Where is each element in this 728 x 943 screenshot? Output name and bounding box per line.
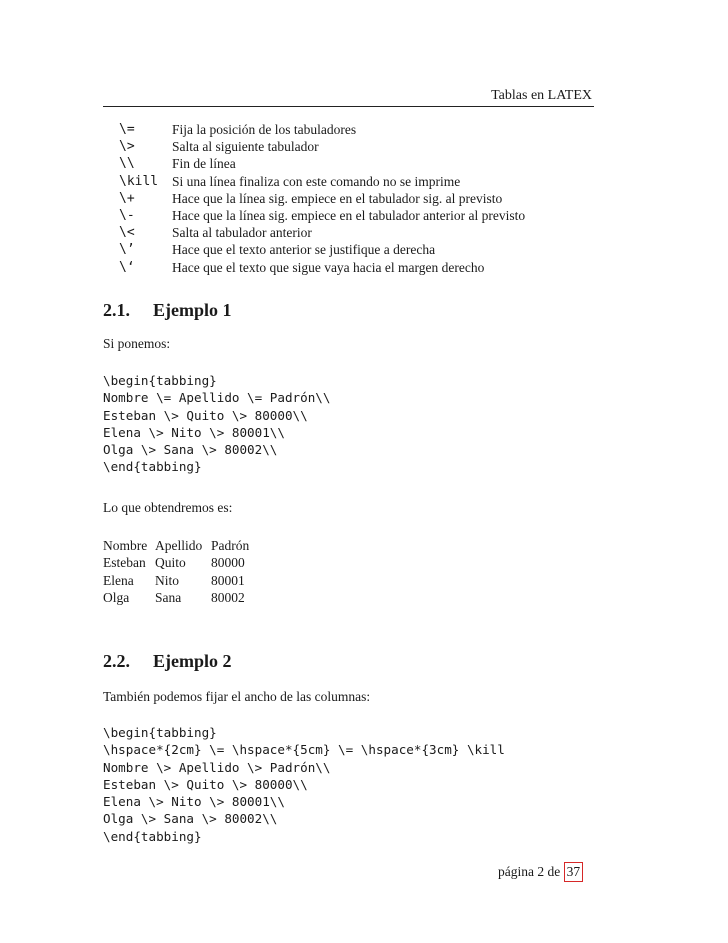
- command-code: \+: [119, 190, 135, 206]
- code-block-1: [103, 372, 330, 476]
- total-pages-link[interactable]: 37: [564, 862, 584, 882]
- page-footer: [498, 862, 583, 882]
- command-row: [119, 173, 525, 190]
- result-row: [103, 572, 249, 589]
- result-cell: Sana: [155, 589, 182, 605]
- section-heading-2: [103, 651, 232, 672]
- code-line: Elena \> Nito \> 80001\\: [103, 794, 285, 810]
- result-cell: 80001: [211, 572, 245, 588]
- command-code: \=: [119, 122, 135, 137]
- result-cell: Nito: [155, 572, 180, 588]
- code-line: \end{tabbing}: [103, 459, 202, 475]
- section-number: 2.2.: [103, 651, 130, 671]
- code-block-2: [103, 724, 505, 845]
- command-description: Fija la posición de los tabuladores: [172, 122, 357, 137]
- result-cell: Esteban: [103, 555, 146, 571]
- result-cell: 80000: [211, 555, 245, 571]
- command-code: \\: [119, 156, 135, 172]
- result-row: [103, 537, 249, 554]
- section-title: Ejemplo 1: [153, 300, 232, 320]
- command-row: [119, 155, 525, 172]
- command-description: Hace que el texto anterior se justifique a derecha: [172, 242, 436, 258]
- code-line: Elena \> Nito \> 80001\\: [103, 424, 285, 440]
- command-description: Salta al tabulador anterior: [172, 225, 312, 241]
- code-line: \begin{tabbing}: [103, 725, 217, 740]
- result-table: [103, 537, 249, 606]
- command-row: [119, 241, 525, 258]
- code-line: \begin{tabbing}: [103, 373, 217, 388]
- result-cell: Olga: [103, 589, 130, 605]
- command-table: [119, 121, 525, 276]
- section1-intro: Si ponemos:: [103, 336, 171, 351]
- result-cell: Nombre: [103, 538, 148, 553]
- section-number: 2.1.: [103, 300, 130, 320]
- result-cell: 80002: [211, 589, 245, 605]
- command-code: \-: [119, 208, 135, 224]
- result-row: [103, 554, 249, 571]
- section-title: Ejemplo 2: [153, 651, 232, 671]
- page-header: [103, 86, 594, 107]
- command-row: [119, 259, 525, 276]
- result-cell: Quito: [155, 555, 186, 571]
- result-row: [103, 589, 249, 606]
- code-line: \end{tabbing}: [103, 828, 202, 844]
- command-code: \<: [119, 225, 135, 241]
- page-count-prefix: página 2 de: [498, 864, 564, 879]
- command-row: [119, 121, 525, 138]
- command-row: [119, 224, 525, 241]
- command-row: [119, 207, 525, 224]
- command-description: Si una línea finaliza con este comando no se imprime: [172, 173, 461, 189]
- section1-result-intro: Lo que obtendremos es:: [103, 500, 233, 515]
- command-description: Hace que la línea sig. empiece en el tabulador anterior al previsto: [172, 208, 526, 224]
- header-title: Tablas en LATEX: [491, 88, 592, 103]
- code-line: Esteban \> Quito \> 80000\\: [103, 407, 308, 423]
- section2-intro: También podemos fijar el ancho de las columnas:: [103, 689, 371, 704]
- command-code: \‘: [119, 259, 135, 275]
- code-line: Olga \> Sana \> 80002\\: [103, 442, 278, 458]
- command-description: Salta al siguiente tabulador: [172, 139, 319, 155]
- code-line: Nombre \= Apellido \= Padrón\\: [103, 390, 331, 406]
- code-line: Nombre \> Apellido \> Padrón\\: [103, 759, 331, 775]
- section-heading-1: [103, 300, 232, 321]
- command-code: \>: [119, 139, 135, 155]
- command-description: Hace que el texto que sigue vaya hacia el margen derecho: [172, 259, 485, 275]
- code-line: \hspace*{2cm} \= \hspace*{5cm} \= \hspace*{3cm} \kill: [103, 742, 505, 758]
- command-description: Fin de línea: [172, 156, 236, 172]
- command-row: [119, 138, 525, 155]
- command-code: \kill: [119, 173, 159, 189]
- result-cell: Elena: [103, 572, 134, 588]
- code-line: Olga \> Sana \> 80002\\: [103, 811, 278, 827]
- result-cell: Apellido: [155, 538, 203, 553]
- command-code: \’: [119, 242, 135, 258]
- result-cell: Padrón: [211, 538, 250, 553]
- code-line: Esteban \> Quito \> 80000\\: [103, 776, 308, 792]
- command-description: Hace que la línea sig. empiece en el tabulador sig. al previsto: [172, 190, 503, 206]
- command-row: [119, 190, 525, 207]
